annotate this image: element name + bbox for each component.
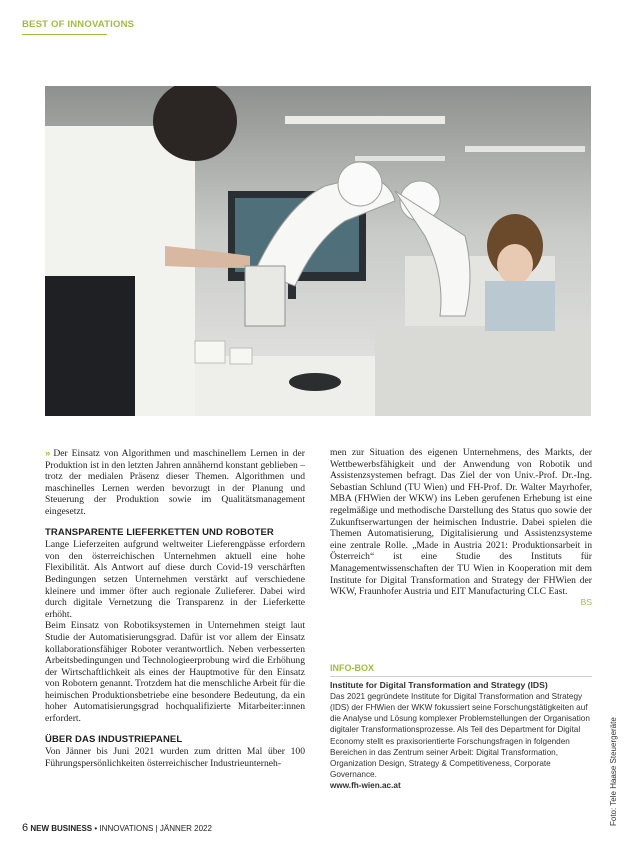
article-photo (45, 86, 591, 416)
section-heading-supply-chains: TRANSPARENTE LIEFERKETTEN UND ROBOTER (45, 526, 274, 538)
section-heading-industrial-panel: ÜBER DAS INDUSTRIEPANEL (45, 733, 183, 745)
author-initials: BS (580, 596, 592, 607)
info-box-label: INFO-BOX (330, 663, 374, 673)
info-box-link[interactable]: www.fh-wien.ac.at (330, 780, 401, 790)
lead-arrows-icon: » (45, 448, 51, 459)
kicker-rule (22, 34, 107, 35)
footer-separator: | (155, 824, 158, 833)
photo-credit: Foto: Tele Haase Steuergeräte (609, 717, 618, 826)
right-column (330, 447, 592, 608)
info-box (330, 663, 592, 791)
footer-bullet-icon: • (94, 824, 98, 833)
page-number: 6 (22, 822, 29, 834)
left-column (45, 448, 305, 769)
footer-section: INNOVATIONS (99, 824, 154, 833)
section-kicker: BEST OF INNOVATIONS (22, 19, 135, 30)
footer-issue: JÄNNER 2022 (159, 824, 212, 833)
lead-text: Der Einsatz von Algorithmen und maschinellem Lernen in der Produktion ist in den letzten Jahren annähernd konstant geblieben – trotz der medialen Präsenz dieser Themen. Algorithmen und maschinelles Lernen werden bevorzugt in der Planung und Steuerung der Produktion sowie im Qualitätsmanagement eingesetzt. (45, 448, 305, 517)
magazine-brand: NEW BUSINESS (30, 824, 93, 833)
info-box-divider (330, 676, 592, 677)
robotics-paragraph: Beim Einsatz von Robotiksystemen in Unternehmen steigt laut Studie der Automatisierungsgrad. Dafür ist vor allem der Einsatz kollaborationsfähiger Roboter verantwortlich. Neben verbesserten Arbeitsbedingungen und Technologieerprobung wird die Erhöhung der Wirtschaftlichkeit als eines der Hauptmotive für den Einsatz von Robotern genannt. Trotzdem hat die menschliche Arbeit für die heimischen Produktionsbetriebe eine besondere Bedeutung, da ein hoher Automatisierungsgrad hochqualifizierte Mitarbeiter:innen erfordert. (45, 620, 305, 725)
industrial-panel-paragraph: Von Jänner bis Juni 2021 wurden zum dritten Mal über 100 Führungspersönlichkeiten österreichischer Industrieunterneh- (45, 746, 305, 769)
robot-lab-image (45, 86, 591, 416)
info-box-title: Institute for Digital Transformation and Strategy (IDS) (330, 680, 548, 691)
lead-paragraph (45, 448, 305, 518)
supply-chains-paragraph: Lange Lieferzeiten aufgrund weltweiter Lieferengpässe erfordern von den österreichischen Unternehmen aktuell eine hohe Flexibilität. Als Antwort auf diese durch Covid-19 verschärften Bedingungen setzen Unternehmen verstärkt auf verschiedene kleinere und immer öfter auch regionale Zulieferer. Dabei wird durch digitale Vernetzung die Transparenz in der Lieferkette erhöht. (45, 539, 305, 620)
info-box-body: Das 2021 gegründete Institute for Digital Transformation and Strategy (IDS) der FHWien der WKW fokussiert seine Forschungstätigkeiten auf die Analyse und Lösung komplexer Problemstellungen der Organisation digitaler Transformationsprozesse. Als Teil des Department for Digital Economy stellt es praxisorientierte Forschungsfragen in folgenden Bereichen in das Zentrum seiner Arbeit: Digital Transformation, Organization Design, Strategy & Competitiveness, Corporate Governance. (330, 692, 590, 779)
study-paragraph: men zur Situation des eigenen Unternehmens, des Markts, der Wettbewerbsfähigkeit und der Anwendung von Robotik und Assistenzsystemen befragt. Das Ziel der von Univ.-Prof. Dr.-Ing. Sebastian Schlund (TU Wien) und FH-Prof. Dr. Walter Mayrhofer, MBA (FHWien der WKW) ins Leben gerufenen Erhebung ist eine regelmäßige und methodische Darstellung des Status quo sowie der Zukunftserwartungen der heimischen Industrie. Dabei spielen die Themen Automatisierung, Digitalisierung und Assistenzsysteme eine zentrale Rolle. „Made in Austria 2021: Produktionsarbeit in Österreich“ ist eine Studie des Instituts für Managementwissenschaften der TU Wien in Kooperation mit dem Institute for Digital Transformation and Strategy der FHWien der WKW, Fraunhofer Austria und EIT Manufacturing CLC East. (330, 447, 592, 598)
page-footer (22, 822, 212, 834)
